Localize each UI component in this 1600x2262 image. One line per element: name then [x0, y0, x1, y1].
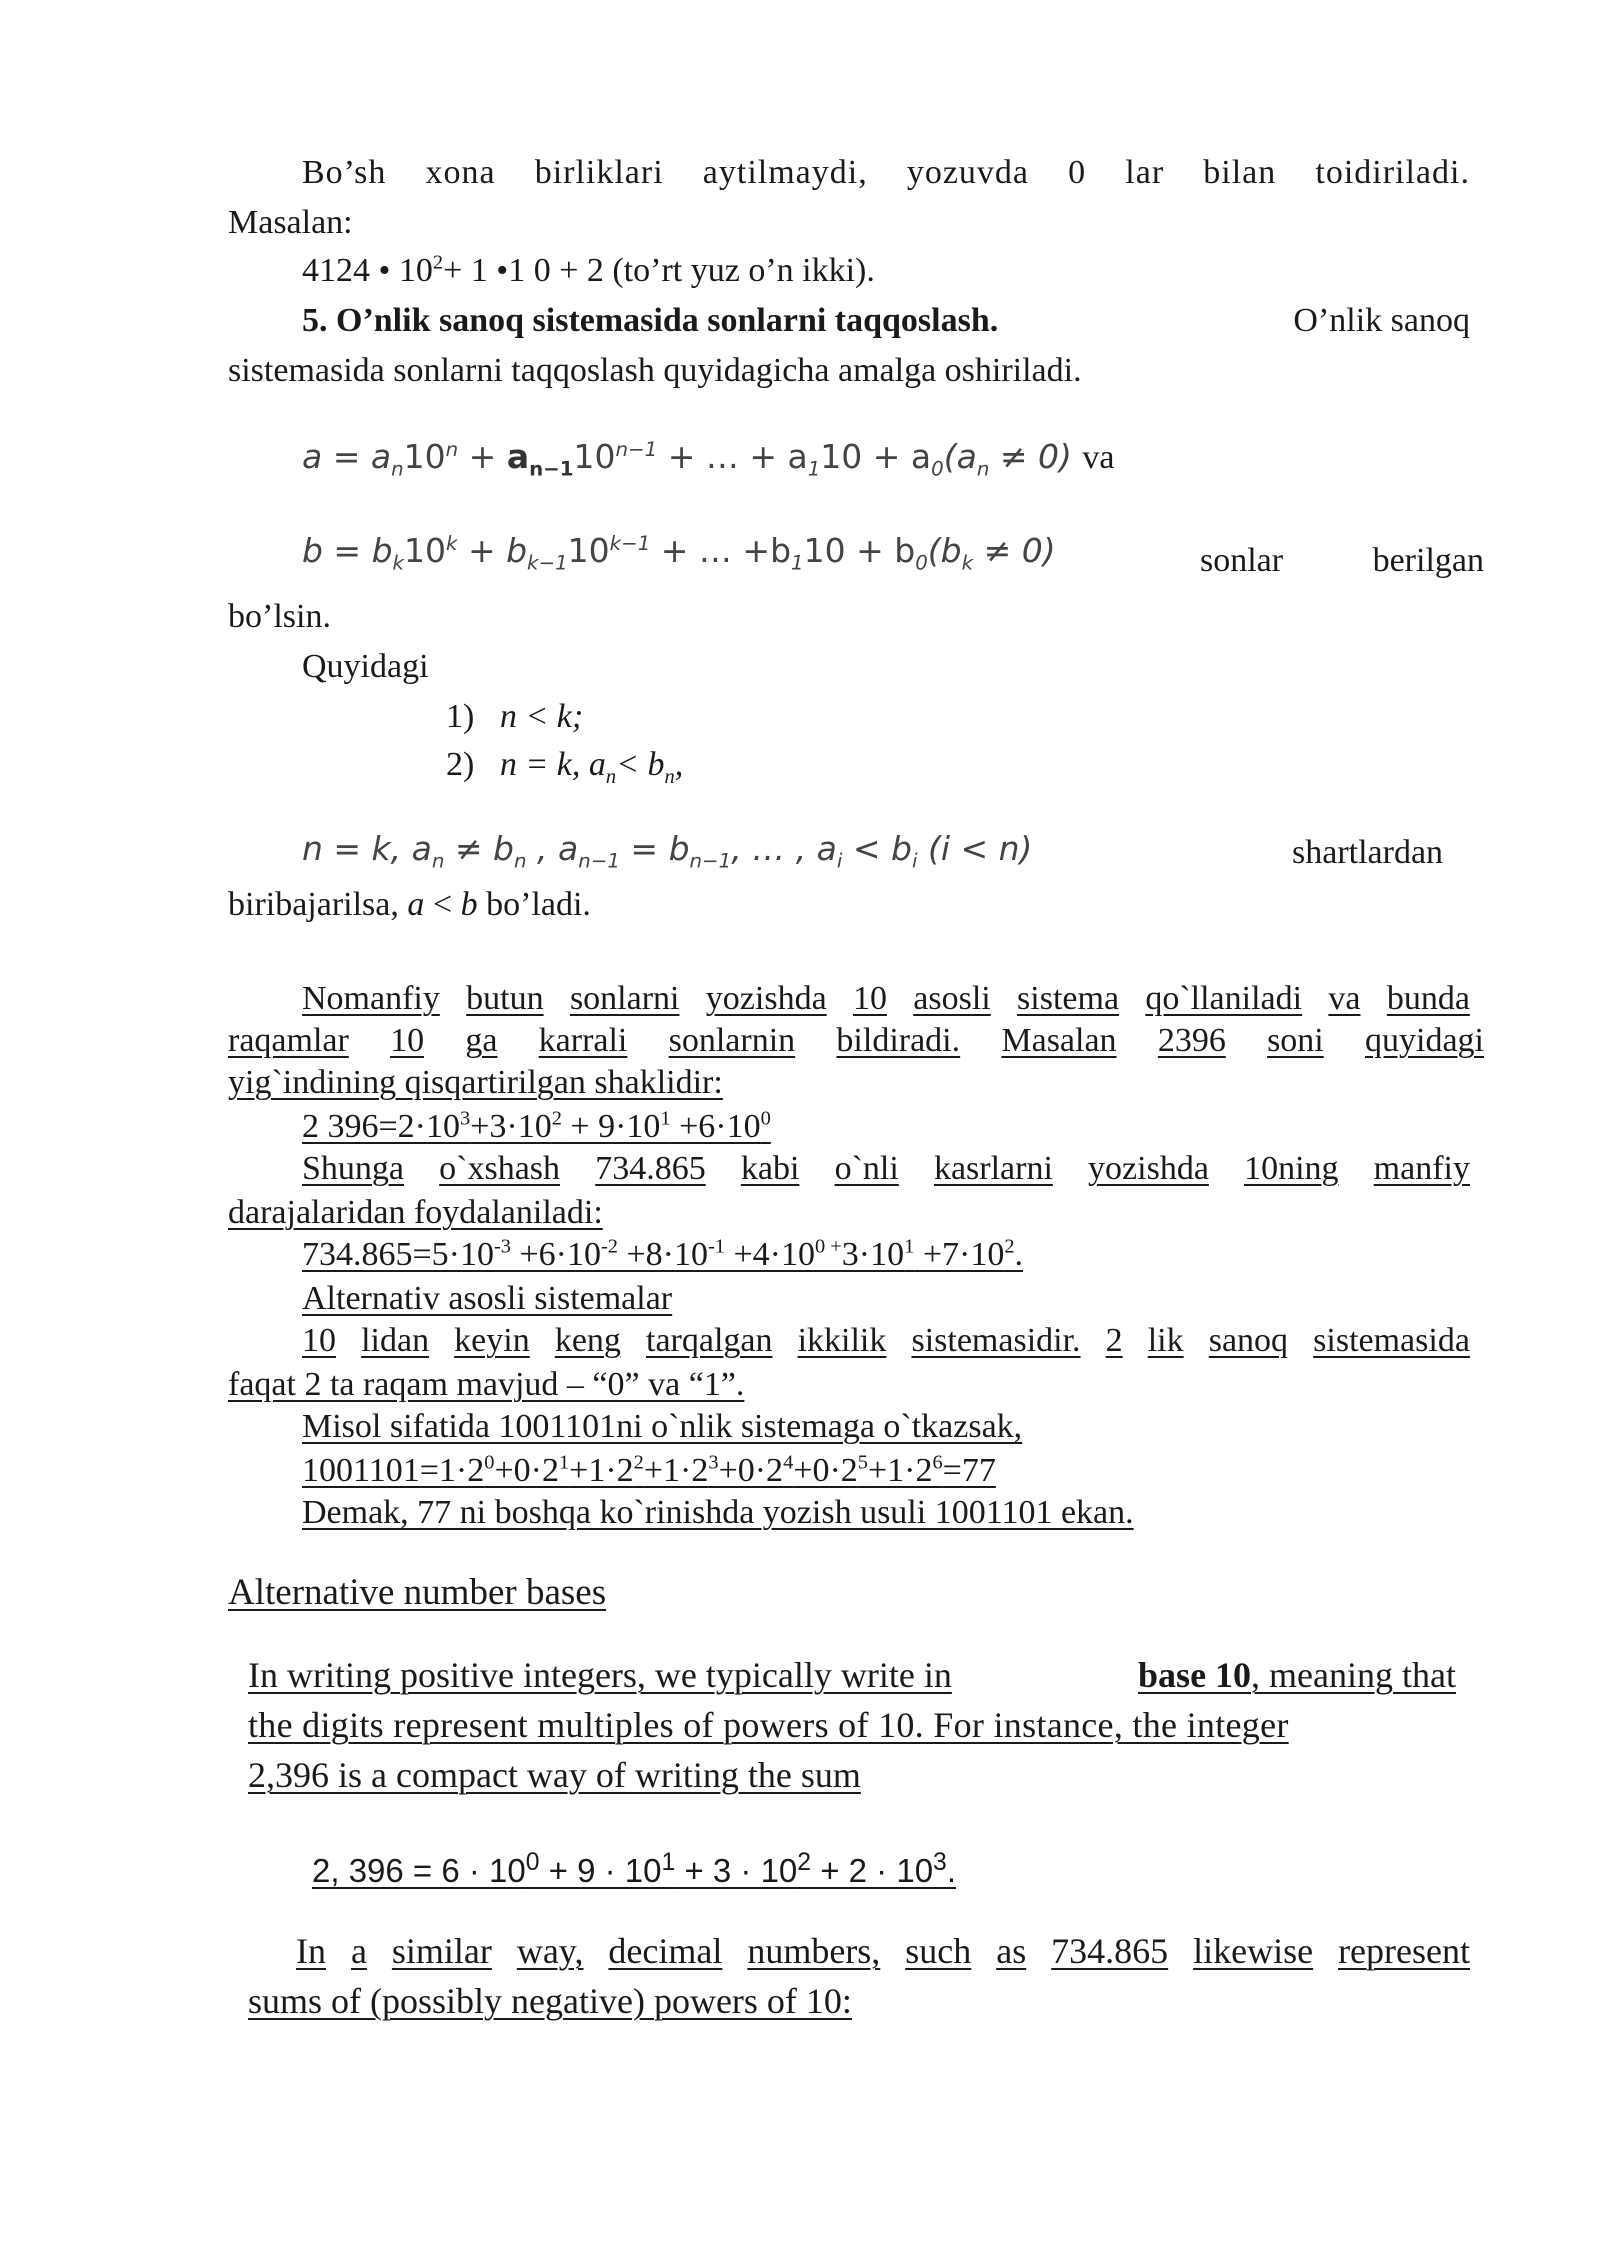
word: 0	[1068, 154, 1087, 191]
p-nomanfiy-l1	[302, 978, 1470, 1020]
section-5-title: 5. O’nlik sanoq sistemasida sonlarni taqqoslash.	[302, 302, 999, 339]
equation-term: + 3 · 10	[675, 1852, 798, 1889]
equation-term: +1·2	[867, 1452, 933, 1489]
masalan-label: Masalan:	[228, 204, 353, 241]
word: a	[350, 1931, 367, 1971]
alt-systems-heading: Alternativ asosli sistemalar	[302, 1280, 673, 1317]
equation-term: +7·10	[914, 1236, 1005, 1273]
word: ikkilik	[797, 1322, 887, 1359]
word: kasrlarni	[933, 1150, 1053, 1187]
p-demak: Demak, 77 ni boshqa ko`rinishda yozish usuli 1001101 ekan.	[302, 1494, 1134, 1531]
equation-term: .	[1014, 1236, 1024, 1273]
exponent: 3	[933, 1849, 947, 1876]
equation-734865	[302, 1234, 1023, 1276]
equation-term: +0·2	[494, 1452, 559, 1489]
conclusion-line: biribajarilsa, a < b bo’ladi.	[228, 886, 591, 923]
word: bunda	[1386, 980, 1470, 1017]
word: 2396	[1157, 1022, 1226, 1059]
word: way,	[516, 1931, 584, 1971]
p-misol: Misol sifatida 1001101ni o`nlik sistemaga o`tkazsak,	[302, 1408, 1023, 1445]
equation-2396	[302, 1106, 771, 1148]
formula-b-tail: sonlar berilgan	[1200, 542, 1484, 579]
word: quyidagi	[1365, 1022, 1484, 1059]
word: xona	[425, 154, 496, 191]
p-shunga-l1	[302, 1148, 1470, 1190]
equation-term: 2, 396 = 6 · 10	[312, 1852, 526, 1889]
word: 10	[390, 1022, 425, 1059]
equation-term: =77	[942, 1452, 996, 1489]
word: qo`llaniladi	[1145, 980, 1303, 1017]
equation-term: +1·2	[569, 1452, 634, 1489]
equation-term: + 2 · 10	[811, 1852, 934, 1889]
word: soni	[1267, 1022, 1324, 1059]
word: Bo’sh	[302, 154, 387, 191]
equation-term: +8·10	[618, 1236, 708, 1273]
formula-b: $b = b_k10^k + b_{k-1}10^{k-1}$ + … $+b_110 + b_0(b_k \ne 0)$	[302, 531, 1056, 575]
word: o`xshash	[439, 1150, 561, 1187]
exponent: 1	[661, 1849, 676, 1876]
word: raqamlar	[228, 1022, 349, 1059]
paragraph-empty-places	[302, 152, 1470, 194]
shartlardan: shartlardan	[1292, 834, 1444, 871]
word: 10ning	[1244, 1150, 1339, 1187]
word: sonlarni	[569, 980, 680, 1017]
word: sistemasida	[1313, 1322, 1470, 1359]
equation-term: +4·10	[725, 1236, 815, 1273]
equation-term: +3·10	[470, 1108, 552, 1145]
word: bildiradi.	[836, 1022, 961, 1059]
word: o`nli	[834, 1150, 899, 1187]
equation-term: +1·2	[643, 1452, 709, 1489]
english-equation	[312, 1850, 956, 1892]
equation-term: +0·2	[793, 1452, 858, 1489]
word: numbers,	[747, 1931, 881, 1971]
word: In	[296, 1931, 326, 1971]
bolsin: bo’lsin.	[228, 598, 331, 635]
exponent: 2	[551, 1107, 562, 1130]
p-ikkilik-l1	[302, 1320, 1470, 1362]
exponent: 6	[932, 1451, 943, 1474]
word: similar	[391, 1931, 492, 1971]
word: kabi	[740, 1150, 800, 1187]
word: Nomanfiy	[302, 980, 440, 1017]
english-l5: sums of (possibly negative) powers of 10:	[248, 1981, 852, 2021]
equation-term: 734.865=5·10	[302, 1236, 494, 1273]
equation-term: +6·10	[670, 1108, 761, 1145]
p-shunga-l2: darajalaridan foydalaniladi:	[228, 1194, 603, 1231]
section-5-line2: sistemasida sonlarni taqqoslash quyidagicha amalga oshiriladi.	[228, 352, 1082, 389]
word: sistema	[1017, 980, 1120, 1017]
word: as	[996, 1931, 1027, 1971]
equation-term: + 9 · 10	[539, 1852, 662, 1889]
english-l2: the digits represent multiples of powers of 10. For instance, the integer	[248, 1705, 1289, 1745]
condition-1: 1) n < k;	[446, 698, 584, 735]
exponent: 2	[797, 1849, 812, 1876]
exponent: 3	[460, 1107, 471, 1130]
p-nomanfiy-l3: yig`indining qisqartirilgan shaklidir:	[228, 1064, 723, 1101]
word: keyin	[454, 1322, 530, 1359]
exponent: 1	[558, 1451, 570, 1474]
p-nomanfiy-l2	[228, 1020, 1484, 1062]
word: 2	[1105, 1322, 1123, 1359]
word: lar	[1125, 154, 1165, 191]
exponent: 2	[1004, 1235, 1015, 1258]
word: karrali	[538, 1022, 628, 1059]
condition-3: n = k, $a_n \ne b_n$ , $a_{n-1} = b_{n-1}$, … , $a_i < b_i$ (i < n)	[302, 829, 1033, 873]
word: likewise	[1193, 1931, 1314, 1971]
word: bilan	[1203, 154, 1277, 191]
word: Shunga	[302, 1150, 404, 1187]
equation-term: .	[946, 1852, 956, 1889]
word: sonlarnin	[668, 1022, 796, 1059]
word: 734.865	[1051, 1931, 1169, 1971]
exponent: -3	[494, 1235, 511, 1258]
formula-a: $a = a_n10^n + a_{n-1}10^{n-1}$ + … + $a_110 + a_0(a_n \ne 0)$ va	[302, 437, 1115, 481]
word: butun	[466, 980, 544, 1017]
word: 10	[852, 980, 887, 1017]
word: Masalan	[1001, 1022, 1117, 1059]
exponent: 0	[760, 1107, 771, 1130]
word: asosli	[913, 980, 991, 1017]
exponent: -1	[708, 1235, 725, 1258]
quyidagi: Quyidagi	[302, 648, 429, 685]
exponent: 0	[484, 1451, 495, 1474]
exponent: 4	[783, 1451, 794, 1474]
exponent: 1	[904, 1235, 915, 1258]
word: va	[1328, 980, 1361, 1017]
word: aytilmaydi,	[702, 154, 868, 191]
word: sanoq	[1208, 1322, 1289, 1359]
word: yozishda	[1088, 1150, 1209, 1187]
word: 10	[302, 1322, 336, 1359]
word: tarqalgan	[646, 1322, 773, 1359]
equation-1001101	[302, 1450, 996, 1492]
equation-term: +0·2	[718, 1452, 784, 1489]
word: decimal	[608, 1931, 723, 1971]
word: lidan	[361, 1322, 430, 1359]
equation-term: 1001101=1·2	[302, 1452, 485, 1489]
equation-term: +6·10	[511, 1236, 601, 1273]
word: sistemasidir.	[911, 1322, 1081, 1359]
word: birliklari	[534, 154, 664, 191]
word: manfiy	[1373, 1150, 1470, 1187]
english-heading: Alternative number bases	[228, 1572, 607, 1613]
equation-term: + 9·10	[561, 1108, 661, 1145]
word: keng	[554, 1322, 621, 1359]
exponent: 0	[525, 1849, 540, 1876]
word: yozishda	[705, 980, 827, 1017]
condition-2: 2) n = k, $a_n< b_n$,	[446, 746, 684, 788]
example-4124: 4124 • $10^2+ 1$ •1 0 + 2 (to’rt yuz o’n ikki).	[302, 251, 875, 289]
word: such	[905, 1931, 972, 1971]
word: yozuvda	[906, 154, 1030, 191]
exponent: 3	[708, 1451, 719, 1474]
exponent: 0 +	[815, 1235, 842, 1258]
word-va: va	[1082, 439, 1115, 476]
equation-term: 3·10	[841, 1236, 905, 1273]
exponent: 1	[660, 1107, 671, 1130]
word: toidiriladi.	[1315, 154, 1470, 191]
equation-term: 2 396=2·10	[302, 1108, 460, 1145]
section-5-lead: O’nlik sanoq	[1293, 302, 1470, 339]
english-l3: 2,396 is a compact way of writing the sum	[248, 1755, 861, 1795]
exponent: 2	[633, 1451, 644, 1474]
word: 734.865	[595, 1150, 706, 1187]
word: lik	[1147, 1322, 1184, 1359]
word: represent	[1338, 1931, 1470, 1971]
english-l1: In writing positive integers, we typically write in base 10, meaning that	[248, 1655, 1456, 1695]
exponent: 5	[857, 1451, 868, 1474]
section-5-heading	[302, 300, 1470, 342]
p-ikkilik-l2: faqat 2 ta raqam mavjud – “0” va “1”.	[228, 1366, 745, 1403]
word: ga	[465, 1022, 498, 1059]
exponent: -2	[601, 1235, 618, 1258]
english-l4	[296, 1928, 1470, 1974]
